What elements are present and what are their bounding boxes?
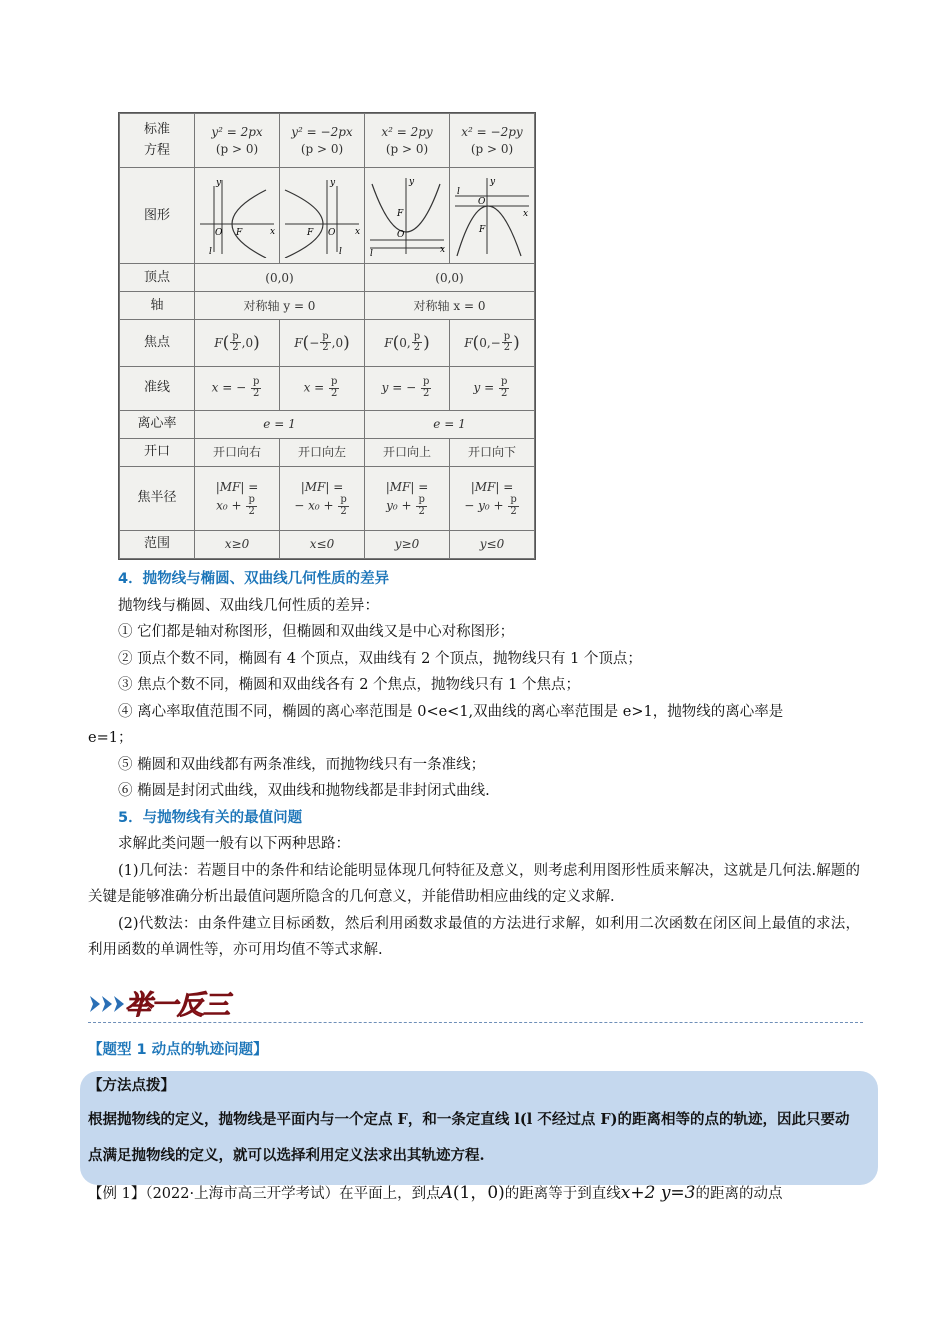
svg-text:x: x: [523, 208, 529, 219]
svg-text:F: F: [397, 208, 404, 219]
graph-cell-right: [195, 168, 280, 264]
table-row: [120, 466, 535, 530]
row-label-focus: 焦点: [120, 320, 195, 366]
range-cell: x≤0: [280, 530, 365, 558]
example-prefix: 【例 1】（2022·上海市高三开学考试）在平面上，到点: [88, 1186, 441, 1202]
axis-cell: 对称轴 y = 0: [195, 292, 365, 320]
focus-cell: F(− $\frac{p}{2}$ ,0): [280, 320, 365, 366]
method-tip-text: 根据抛物线的定义，抛物线是平面内与一个定点 F，和一条定直线 l(l 不经过点 F)的距离相等的点的轨迹，因此只要动点满足抛物线的定义，就可以选择利用定义法求出其轨迹方程.: [88, 1111, 850, 1164]
table-row: [120, 114, 535, 168]
row-label-vertex: 顶点: [120, 264, 195, 292]
example-1: [88, 1178, 783, 1203]
banner-divider: [88, 1022, 863, 1023]
svg-text:O: O: [397, 229, 405, 240]
row-label-standard-equation: 标准 方程: [120, 114, 195, 168]
list-item: ④ 离心率取值范围不同，椭圆的离心率范围是 0<e<1,双曲线的离心率范围是 e>1，抛物线的离心率是: [118, 703, 784, 720]
equation-cell: y² = −2px (p > 0): [280, 114, 365, 168]
table-row: [120, 320, 535, 366]
table-row: [120, 264, 535, 292]
eccentricity-cell: e = 1: [365, 410, 535, 438]
section-4-heading: 4．抛物线与椭圆、双曲线几何性质的差异: [118, 571, 390, 587]
table-row: [120, 168, 535, 264]
table-row: [120, 530, 535, 558]
focus-cell: F( $\frac{p}{2}$ ,0): [195, 320, 280, 366]
algebraic-method-paragraph: (2)代数法：由条件建立目标函数，然后利用函数求最值的方法进行求解，如利用二次函数在闭区间上最值的求法，利用函数的单调性等，亦可用均值不等式求解.: [88, 915, 860, 958]
section-4-intro: 抛物线与椭圆、双曲线几何性质的差异：: [118, 597, 379, 614]
directrix-cell: x = − $\frac{p}{2}$: [195, 366, 280, 410]
axis-cell: 对称轴 x = 0: [365, 292, 535, 320]
list-item: ③ 焦点个数不同，椭圆和双曲线各有 2 个焦点，抛物线只有 1 个焦点；: [118, 677, 580, 693]
row-label-range: 范围: [120, 530, 195, 558]
graph-cell-left: [280, 168, 365, 264]
point-coordinates: (1，0): [452, 1183, 505, 1203]
svg-text:x: x: [440, 244, 446, 255]
range-cell: x≥0: [195, 530, 280, 558]
geometric-method-paragraph: (1)几何法：若题目中的条件和结论能明显体现几何特征及意义，则考虑利用图形性质来解决，这就是几何法.解题的关键是能够准确分析出最值问题所隐含的几何意义，并能借助相应曲线的定义求解.: [88, 862, 860, 905]
svg-text:l: l: [339, 246, 342, 257]
table-row: [120, 366, 535, 410]
svg-text:x: x: [270, 226, 276, 237]
parabola-opening-right-graph: [196, 174, 278, 258]
opening-cell: 开口向右: [195, 438, 280, 466]
example-suffix: 的距离的动点: [695, 1186, 783, 1202]
svg-text:l: l: [209, 246, 212, 257]
directrix-cell: y = $\frac{p}{2}$: [450, 366, 535, 410]
opening-cell: 开口向上: [365, 438, 450, 466]
list-item-continuation: e=1；: [88, 730, 133, 746]
table-row: [120, 438, 535, 466]
section-5-heading: 5．与抛物线有关的最值问题: [118, 809, 303, 826]
parabola-opening-left-graph: [281, 174, 363, 258]
directrix-cell: x = $\frac{p}{2}$: [280, 366, 365, 410]
eccentricity-cell: e = 1: [195, 410, 365, 438]
svg-text:y: y: [330, 177, 336, 188]
svg-text:O: O: [478, 196, 486, 207]
focal-radius-cell: |MF| = − x₀ + $\frac{p}{2}$: [280, 466, 365, 530]
opening-cell: 开口向下: [450, 438, 535, 466]
directrix-cell: y = − $\frac{p}{2}$: [365, 366, 450, 410]
svg-text:l: l: [370, 248, 373, 258]
list-item: ⑤ 椭圆和双曲线都有两条准线，而抛物线只有一条准线；: [118, 756, 486, 773]
svg-text:x: x: [355, 226, 361, 237]
section-5-intro: 求解此类问题一般有以下两种思路：: [118, 836, 350, 852]
question-type-heading: 【题型 1 动点的轨迹问题】: [88, 1042, 268, 1058]
list-item: ⑥ 椭圆是封闭式曲线，双曲线和抛物线都是非封闭式曲线.: [118, 783, 490, 799]
svg-text:y: y: [490, 176, 496, 187]
row-label-axis: 轴: [120, 292, 195, 320]
focal-radius-cell: |MF| = − y₀ + $\frac{p}{2}$: [450, 466, 535, 530]
svg-text:F: F: [479, 224, 486, 235]
svg-text:l: l: [457, 186, 460, 197]
row-label-focal-radius: 焦半径: [120, 466, 195, 530]
row-label-graph: 图形: [120, 168, 195, 264]
focus-cell: F(0,− $\frac{p}{2}$ ): [450, 320, 535, 366]
focal-radius-cell: |MF| = x₀ + $\frac{p}{2}$: [195, 466, 280, 530]
equation-cell: x² = −2py (p > 0): [450, 114, 535, 168]
row-label-eccentricity: 离心率: [120, 410, 195, 438]
svg-text:O: O: [215, 227, 223, 238]
svg-text:O: O: [328, 227, 336, 238]
vertex-cell: (0,0): [195, 264, 365, 292]
table-row: [120, 292, 535, 320]
range-cell: y≥0: [365, 530, 450, 558]
line-equation: x+2 y=3: [620, 1183, 696, 1203]
graph-cell-up: [365, 168, 450, 264]
parabola-opening-up-graph: [366, 174, 448, 258]
list-item: ② 顶点个数不同，椭圆有 4 个顶点，双曲线有 2 个顶点，抛物线只有 1 个顶点；: [118, 650, 642, 667]
equation-cell: y² = 2px (p > 0): [195, 114, 280, 168]
svg-text:F: F: [307, 227, 314, 238]
svg-text:y: y: [216, 177, 222, 188]
opening-cell: 开口向左: [280, 438, 365, 466]
practice-banner: [88, 986, 238, 1022]
graph-cell-down: [450, 168, 535, 264]
row-label-directrix: 准线: [120, 366, 195, 410]
banner-text: 举一反三: [125, 990, 229, 1021]
point-name: A: [440, 1183, 453, 1203]
svg-text:F: F: [236, 227, 243, 238]
example-mid: 的距离等于到直线: [504, 1186, 621, 1202]
focus-cell: F(0, $\frac{p}{2}$ ): [365, 320, 450, 366]
parabola-opening-down-graph: [451, 174, 533, 258]
parabola-properties-table: [118, 112, 536, 560]
row-label-opening: 开口: [120, 438, 195, 466]
focal-radius-cell: |MF| = y₀ + $\frac{p}{2}$: [365, 466, 450, 530]
triple-arrow-icon: [90, 996, 124, 1012]
method-tip-title: 【方法点拨】: [88, 1078, 175, 1094]
range-cell: y≤0: [450, 530, 535, 558]
table-row: [120, 410, 535, 438]
vertex-cell: (0,0): [365, 264, 535, 292]
body-text: [88, 566, 860, 964]
equation-cell: x² = 2py (p > 0): [365, 114, 450, 168]
list-item: ① 它们都是轴对称图形，但椭圆和双曲线又是中心对称图形；: [118, 624, 515, 640]
svg-text:y: y: [409, 176, 415, 187]
